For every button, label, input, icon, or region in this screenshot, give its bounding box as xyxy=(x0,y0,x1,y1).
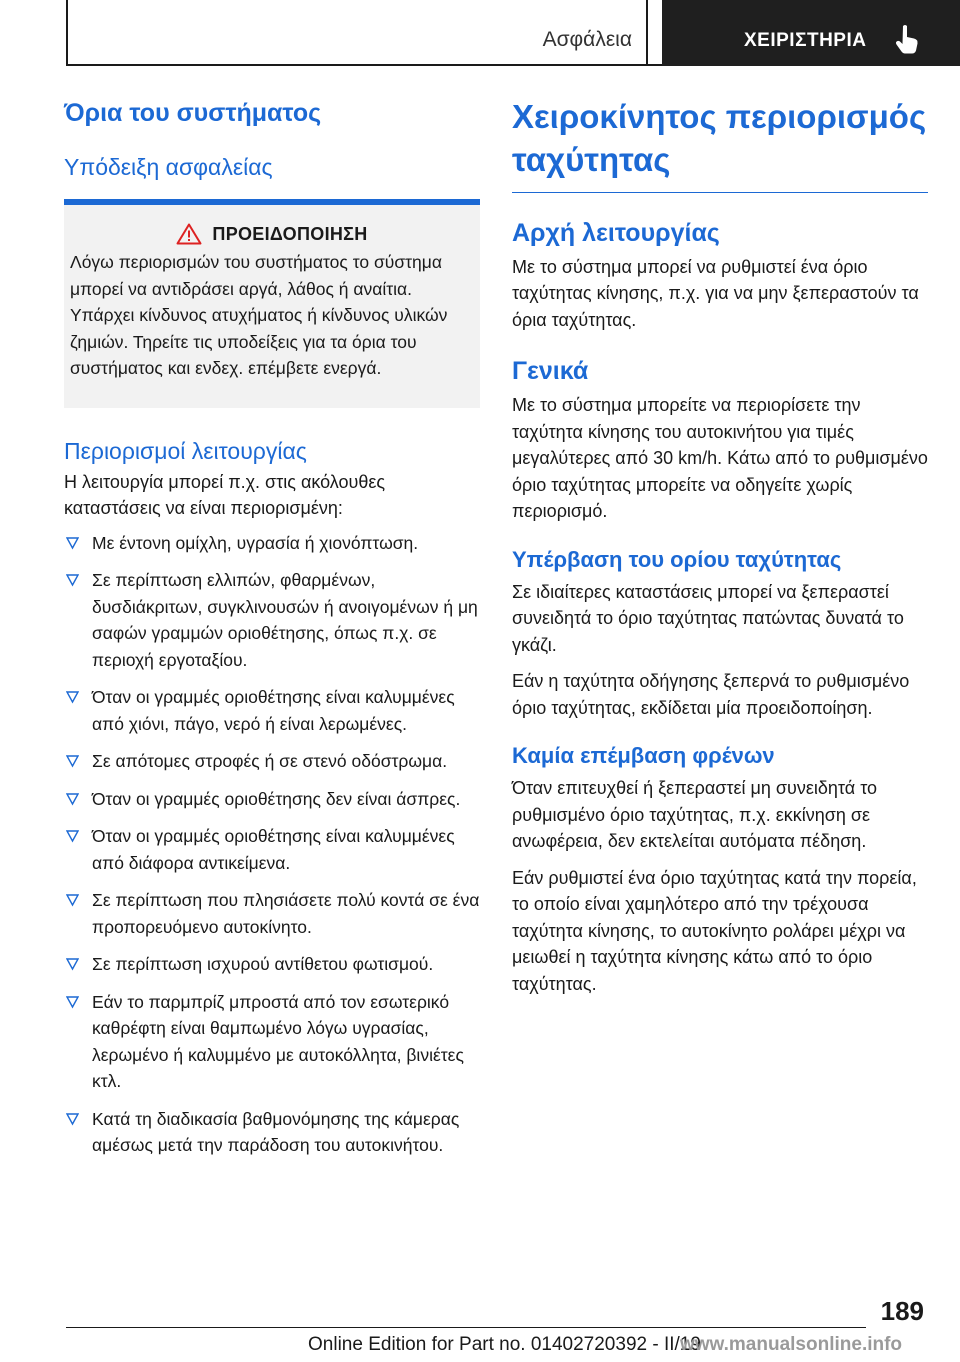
bullet-triangle-icon xyxy=(66,572,79,587)
header-chapter-tab xyxy=(662,0,960,66)
list-item-text: Με έντονη ομίχλη, υγρασία ή χιονόπτωση. xyxy=(92,532,419,553)
footer-rule xyxy=(66,1327,866,1328)
exceed-text-2: Εάν η ταχύτητα οδήγησης ξεπερνά το ρυθμισμένο όριο ταχύτητας, εκδίδεται μία προειδοποίηση. xyxy=(512,671,910,718)
list-item xyxy=(64,567,480,673)
list-item-text: Κατά τη διαδικασία βαθμονόμησης της κάμερας αμέσως μετά την παράδοση του αυτοκινήτου. xyxy=(92,1108,460,1155)
general-text: Με το σύστημα μπορείτε να περιορίσετε την ταχύτητα κίνησης του αυτοκινήτου για τιμές μεγαλύτερες από 30 km/h. Κάτω από το ρυθμισμένο όριο ταχύτητας μπορείτε να οδηγείτε χωρίς περιορισμό. xyxy=(512,395,928,522)
bullet-triangle-icon xyxy=(66,689,79,704)
header-section-tab xyxy=(66,0,648,64)
list-item xyxy=(64,748,480,775)
exceed-heading: Υπέρβαση του ορίου ταχύτητας xyxy=(512,546,842,572)
warning-box xyxy=(64,205,480,408)
warning-title: ΠΡΟΕΙΔΟΠΟΙΗΣΗ xyxy=(212,223,368,244)
bullet-triangle-icon xyxy=(66,828,79,843)
bullet-triangle-icon xyxy=(66,535,79,550)
principle-heading: Αρχή λειτουργίας xyxy=(512,218,720,247)
warning-title-row xyxy=(70,223,474,245)
warning-text: Λόγω περιορισμών του συστήματος το σύστημα μπορεί να αντιδράσει αργά, λάθος ή αναίτια. Υπάρχει κίνδυνος ατυχήματος ή κίνδυνος υλικών ζημιών. Τηρείτε τις υποδείξεις για τα όρια του συστήματος και ενδεχ. επέμβετε ενεργά. xyxy=(70,252,448,378)
brake-text-2: Εάν ρυθμιστεί ένα όριο ταχύτητας κατά την πορεία, το οποίο είναι χαμηλότερο από την τρέχουσα ταχύτητα κίνησης, το αυτοκίνητο ρολάρει μέχρι να μειωθεί η ταχύτητα κίνησης κάτω από το όριο ταχύτητας. xyxy=(512,867,917,994)
bullet-triangle-icon xyxy=(66,994,79,1009)
limits-heading: Περιορισμοί λειτουργίας xyxy=(64,437,307,464)
bullet-triangle-icon xyxy=(66,892,79,907)
title-underline xyxy=(512,192,928,193)
bullet-triangle-icon xyxy=(66,1111,79,1126)
list-item-text: Σε απότομες στροφές ή σε στενό οδόστρωμα. xyxy=(92,751,448,771)
brake-heading: Καμία επέμβαση φρένων xyxy=(512,743,775,769)
brake-text-1: Όταν επιτευχθεί ή ξεπεραστεί μη συνειδητά το ρυθμισμένο όριο ταχύτητας, π.χ. εκκίνηση σε ανωφέρεια, δεν εκτελείται αυτόματα πέδηση. xyxy=(512,778,878,852)
limits-intro: Η λειτουργία μπορεί π.χ. στις ακόλουθες καταστάσεις να είναι περιορισμένη: xyxy=(64,471,386,518)
list-item xyxy=(64,887,480,940)
page-number: 189 xyxy=(880,1296,924,1326)
bullet-triangle-icon xyxy=(66,956,79,971)
list-item-text: Σε περίπτωση ελλιπών, φθαρμένων, δυσδιάκριτων, συγκλινουσών ή ανοιγομένων ή μη σαφών γραμμών οριοθέτησης, όπως π.χ. σε περιοχή εργοταξίου. xyxy=(92,570,478,670)
section-title-system-limits: Όρια του συστήματος xyxy=(64,99,322,127)
list-item xyxy=(64,1106,480,1159)
header-chapter-label: ΧΕΙΡΙΣΤΗΡΙΑ xyxy=(744,30,867,51)
header-section-label: Ασφάλεια xyxy=(542,28,632,51)
section-title-speed-limiter: Χειροκίνητος περιορισμός ταχύτητας xyxy=(512,98,927,178)
warning-triangle-icon xyxy=(176,223,202,245)
list-item-text: Σε περίπτωση ισχυρού αντίθετου φωτισμού. xyxy=(92,954,434,974)
principle-text: Με το σύστημα μπορεί να ρυθμιστεί ένα όριο ταχύτητας κίνησης, π.χ. για να μην ξεπεραστούν τα όρια ταχύτητας. xyxy=(512,256,919,330)
list-item xyxy=(64,823,480,876)
watermark-text: www.manualsonline.info xyxy=(680,1334,903,1355)
pointing-hand-icon xyxy=(894,24,920,54)
bullet-triangle-icon xyxy=(66,791,79,806)
list-item xyxy=(64,684,480,737)
bullet-triangle-icon xyxy=(66,753,79,768)
limits-list xyxy=(64,530,480,1159)
left-column xyxy=(64,96,480,1170)
list-item-text: Όταν οι γραμμές οριοθέτησης είναι καλυμμένες από χιόνι, πάγο, νερό ή είναι λερωμένες. xyxy=(92,687,455,734)
list-item xyxy=(64,989,480,1095)
edition-text: Online Edition for Part no. 01402720392 - II/19 xyxy=(308,1334,701,1355)
safety-note-heading: Υπόδειξη ασφαλείας xyxy=(64,154,273,180)
list-item-text: Σε περίπτωση που πλησιάσετε πολύ κοντά σε ένα προπορευόμενο αυτοκίνητο. xyxy=(92,890,480,937)
list-item xyxy=(64,951,480,978)
list-item-text: Όταν οι γραμμές οριοθέτησης είναι καλυμμένες από διάφορα αντικείμενα. xyxy=(92,826,455,873)
exceed-text-1: Σε ιδιαίτερες καταστάσεις μπορεί να ξεπεραστεί συνειδητά το όριο ταχύτητας πατώντας δυνατά το γκάζι. xyxy=(512,581,904,655)
general-heading: Γενικά xyxy=(512,357,589,386)
list-item xyxy=(64,786,480,813)
list-item xyxy=(64,530,480,557)
list-item-text: Όταν οι γραμμές οριοθέτησης δεν είναι άσπρες. xyxy=(92,788,461,809)
right-column xyxy=(512,96,928,997)
list-item-text: Εάν το παρμπρίζ μπροστά από τον εσωτερικό καθρέφτη είναι θαμπωμένο λόγω υγρασίας, λερωμένο ή καλυμμένο με αυτοκόλλητα, βινιέτες κτλ. xyxy=(92,991,464,1091)
